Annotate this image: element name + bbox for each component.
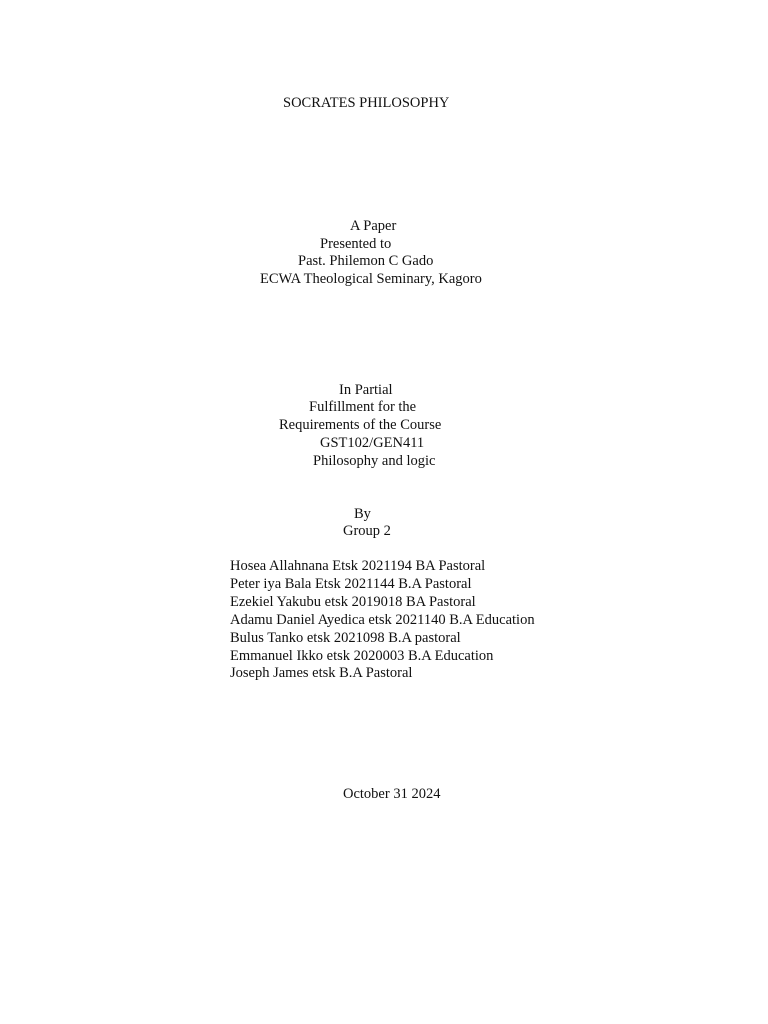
document-title: SOCRATES PHILOSOPHY [283, 95, 450, 111]
member-item: Hosea Allahnana Etsk 2021194 BA Pastoral [230, 558, 486, 574]
document-date: October 31 2024 [343, 786, 441, 802]
institution-name: ECWA Theological Seminary, Kagoro [260, 271, 482, 287]
fulfillment-line-1: In Partial [339, 382, 393, 398]
member-item: Ezekiel Yakubu etsk 2019018 BA Pastoral [230, 593, 476, 610]
member-item: Peter iya Bala Etsk 2021144 B.A Pastoral [230, 575, 472, 592]
presenter-name: Past. Philemon C Gado [298, 253, 434, 269]
group-name: Group 2 [343, 523, 391, 539]
course-code: GST102/GEN411 [320, 435, 425, 451]
course-title: Philosophy and logic [313, 453, 436, 469]
member-item: Bulus Tanko etsk 2021098 B.A pastoral [230, 629, 461, 646]
member-item: Joseph James etsk B.A Pastoral [230, 665, 413, 682]
presentation-line-1: A Paper [350, 218, 397, 234]
by-label: By [354, 506, 371, 522]
fulfillment-line-2: Fulfillment for the [309, 399, 417, 415]
presentation-line-2: Presented to [320, 236, 392, 252]
member-item: Adamu Daniel Ayedica etsk 2021140 B.A Education [230, 611, 535, 628]
member-list [230, 558, 535, 683]
fulfillment-line-3: Requirements of the Course [279, 417, 442, 433]
member-item: Emmanuel Ikko etsk 2020003 B.A Education [230, 647, 494, 664]
